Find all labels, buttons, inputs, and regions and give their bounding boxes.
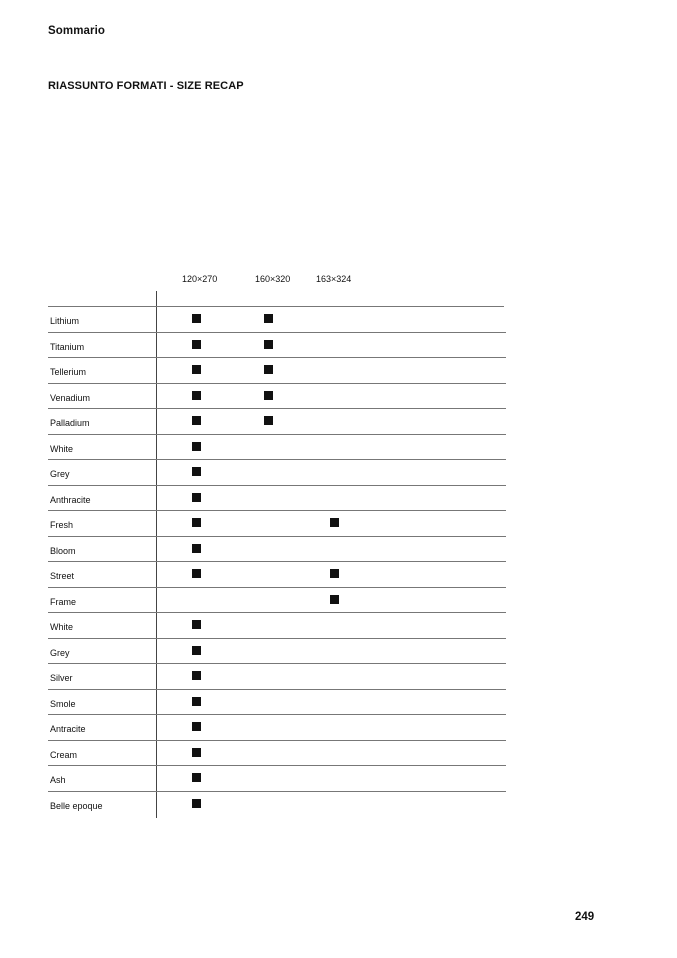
row-label: Fresh: [50, 520, 74, 530]
section-label: Sommario: [48, 25, 106, 37]
row-label: Lithium: [50, 316, 80, 326]
availability-marker: [192, 518, 201, 527]
size-recap-table: [48, 307, 506, 816]
table-row: [48, 307, 506, 333]
availability-marker: [192, 416, 201, 425]
table-row: [48, 537, 506, 563]
availability-marker: [264, 416, 273, 425]
availability-marker: [192, 391, 201, 400]
table-row: [48, 664, 506, 690]
availability-marker: [192, 569, 201, 578]
recap-title: RIASSUNTO FORMATI - SIZE RECAP: [48, 80, 244, 92]
row-label: Tellerium: [50, 367, 87, 377]
size-header-160x320: 160×320: [255, 274, 291, 284]
row-label: Venadium: [50, 392, 91, 403]
availability-marker: [192, 467, 201, 476]
row-label: Belle epoque: [50, 800, 103, 811]
size-header-163x324: 163×324: [316, 274, 352, 284]
availability-marker: [192, 671, 201, 680]
availability-marker: [192, 620, 201, 629]
availability-marker: [192, 340, 201, 349]
availability-marker: [264, 340, 273, 349]
availability-marker: [192, 748, 201, 757]
availability-marker: [192, 442, 201, 451]
availability-marker: [192, 365, 201, 374]
row-label: Antracite: [50, 724, 86, 734]
availability-marker: [330, 569, 339, 578]
row-label: Frame: [50, 596, 77, 607]
availability-marker: [264, 365, 273, 374]
table-row: [48, 333, 506, 359]
availability-marker: [192, 697, 201, 706]
row-label: Bloom: [50, 545, 76, 556]
availability-marker: [192, 646, 201, 655]
row-label: Grey: [50, 647, 70, 658]
row-label: White: [50, 443, 74, 454]
availability-marker: [192, 773, 201, 782]
availability-marker: [192, 799, 201, 808]
table-row: [48, 511, 506, 537]
row-label: Anthracite: [50, 494, 91, 505]
row-label: Street: [50, 571, 75, 581]
row-label: Cream: [50, 749, 78, 760]
table-row: [48, 690, 506, 716]
table-row: [48, 792, 506, 817]
row-label: Smole: [50, 698, 76, 709]
row-label: Ash: [50, 775, 66, 785]
table-row: [48, 562, 506, 588]
page-number: 249: [575, 911, 595, 923]
table-row: [48, 486, 506, 512]
availability-marker: [264, 314, 273, 323]
row-label: Palladium: [50, 418, 90, 428]
size-header-120x270: 120×270: [182, 274, 218, 284]
availability-marker: [192, 493, 201, 502]
availability-marker: [192, 314, 201, 323]
row-label: White: [50, 622, 74, 632]
table-row: [48, 639, 506, 665]
table-row: [48, 766, 506, 792]
table-row: [48, 715, 506, 741]
table-row: [48, 460, 506, 486]
table-row: [48, 384, 506, 410]
table-row: [48, 613, 506, 639]
availability-marker: [330, 595, 339, 604]
availability-marker: [192, 722, 201, 731]
table-row: [48, 358, 506, 384]
row-label: Grey: [50, 469, 70, 479]
table-row: [48, 435, 506, 461]
table-row: [48, 588, 506, 614]
availability-marker: [264, 391, 273, 400]
table-row: [48, 741, 506, 767]
availability-marker: [330, 518, 339, 527]
row-label: Silver: [50, 673, 73, 683]
table-row: [48, 409, 506, 435]
availability-marker: [192, 544, 201, 553]
row-label: Titanium: [50, 341, 85, 352]
